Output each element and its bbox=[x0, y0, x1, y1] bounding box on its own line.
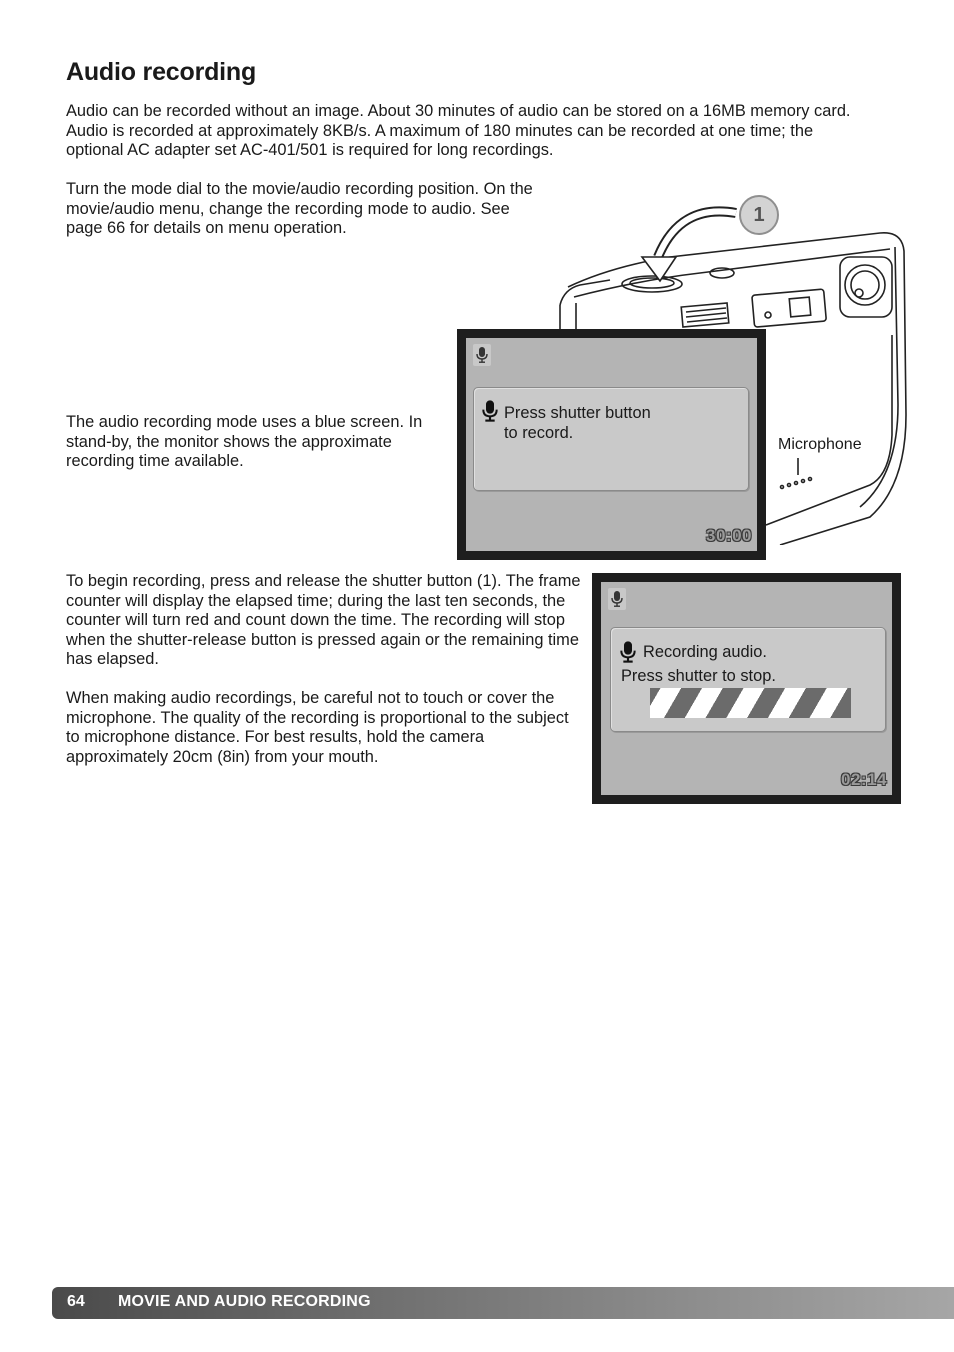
step-1-badge: 1 bbox=[739, 195, 779, 235]
begin-recording-paragraph: To begin recording, press and release the shutter button (1). The frame counter will display the elapsed time; during the last ten seconds, the counter will turn red and count down the time. The recording will stop when the shutter-release button is pressed again or the remaining time has elapsed. bbox=[66, 572, 581, 668]
recording-lcd-screen bbox=[592, 573, 901, 804]
microphone-icon bbox=[473, 344, 491, 366]
standby-dialog bbox=[473, 387, 749, 491]
recording-message: Recording audio. Press shutter to stop. bbox=[621, 643, 776, 685]
intro-paragraph: Audio can be recorded without an image. About 30 minutes of audio can be stored on a 16MB memory card. Audio is recorded at approximately 8KB/s. A maximum of 180 minutes can be recorded at one time; the optional AC adapter set AC-401/501 is required for long recordings. bbox=[66, 102, 851, 159]
microphone-icon bbox=[482, 400, 498, 422]
page-title: Audio recording bbox=[66, 58, 257, 86]
microphone-care-paragraph: When making audio recordings, be careful not to touch or cover the microphone. The quality of the recording is proportional to the subject to microphone distance. For best results, hold the camera approximately 20cm (8in) from your mouth. bbox=[66, 689, 569, 766]
standby-lcd-screen bbox=[457, 329, 766, 560]
mode-dial-paragraph: Turn the mode dial to the movie/audio recording position. On the movie/audio menu, change the recording mode to audio. See page 66 for details on menu operation. bbox=[66, 180, 533, 237]
page-number: 64 bbox=[67, 1293, 85, 1310]
standby-message: Press shutter button to record. bbox=[504, 404, 651, 442]
microphone-icon bbox=[608, 588, 626, 610]
elapsed-time-counter: 02:14 bbox=[841, 770, 887, 789]
microphone-label: Microphone bbox=[778, 436, 862, 453]
blue-screen-paragraph: The audio recording mode uses a blue screen. In stand-by, the monitor shows the approximate recording time available. bbox=[66, 413, 423, 470]
recording-time-counter: 30:00 bbox=[706, 526, 752, 545]
recording-dialog bbox=[610, 627, 886, 732]
section-title: MOVIE AND AUDIO RECORDING bbox=[118, 1293, 371, 1310]
recording-progress-stripe bbox=[650, 688, 851, 718]
